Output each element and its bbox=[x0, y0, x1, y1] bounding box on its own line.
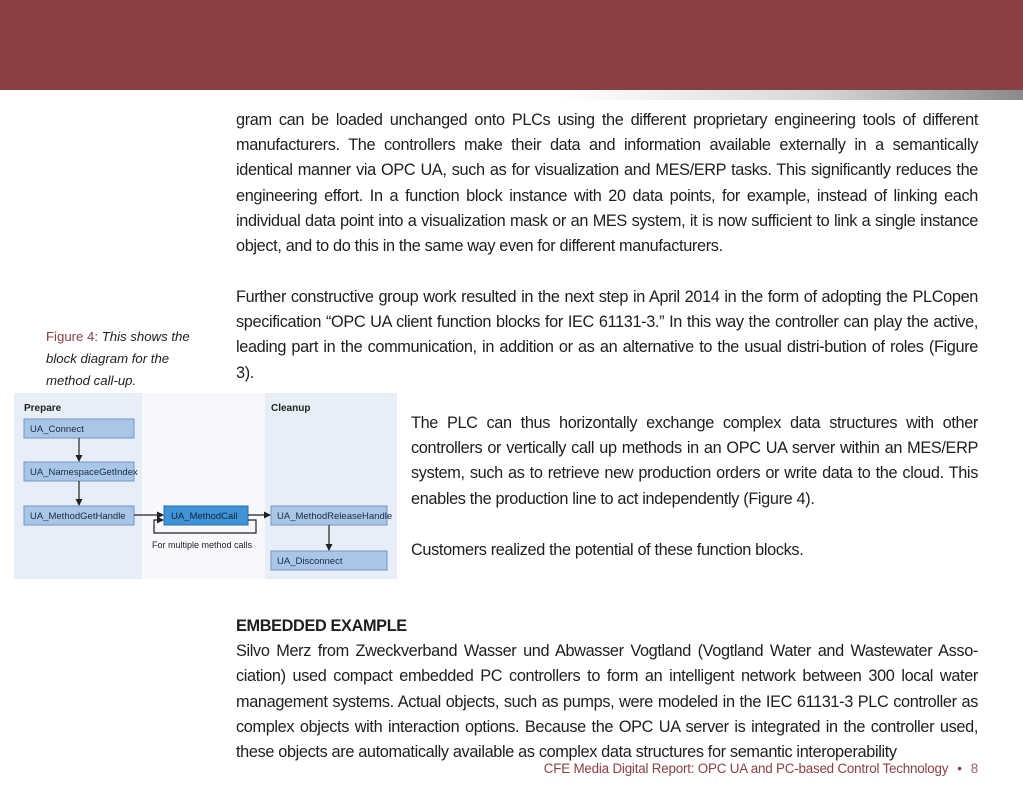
block-ua-method-call-label: UA_MethodCall bbox=[171, 511, 238, 522]
embedded-example-section bbox=[236, 614, 978, 765]
figure-caption-label: Figure 4: bbox=[46, 329, 99, 344]
body-paragraph-4: Customers realized the potential of these function blocks. bbox=[411, 541, 804, 559]
block-ua-disconnect-label: UA_Disconnect bbox=[277, 556, 343, 567]
body-paragraph-2: Further constructive group work resulted in the next step in April 2014 in the form of adopting the PLCopen specification “OPC UA client function blocks for IEC 61131-3.” In this way the controller can play the active, leading part in the communication, in addition or as an alternative to the usual distri-bution of roles (Figure 3). bbox=[236, 288, 978, 382]
body-paragraph-1: gram can be loaded unchanged onto PLCs using the different proprietary engineering tools of different manufacturers. The controllers make their data and information available externally in a semantically identical manner via OPC UA, such as for visualization and MES/ERP tasks. This significantly reduces the engineering effort. In a function block instance with 20 data points, for example, instead of linking each individual data point into a visualization mask or an MES system, it is now sufficient to link a single instance object, and to do this in the same way even for different manufacturers. bbox=[236, 111, 978, 256]
figure-caption-text: This shows the block diagram for the method call-up. bbox=[46, 329, 190, 388]
section-text: Silvo Merz from Zweckverband Wasser und Abwasser Vogtland (Vogtland Water and Wastewater Asso-ciation) used compact embedded PC controllers to form an intelligent network between 300 local water management systems. Actual objects, such as pumps, were modeled in the IEC 61131-3 PLC controller as complex objects with interaction options. Because the OPC UA server is integrated in the controller used, these objects are automatically available as complex data structures for semantic interoperability bbox=[236, 642, 978, 762]
block-ua-method-release-handle-label: UA_MethodReleaseHandle bbox=[277, 511, 393, 522]
header-shadow-rule bbox=[560, 90, 1023, 100]
section-heading: EMBEDDED EXAMPLE bbox=[236, 617, 407, 635]
block-ua-namespace-get-index-label: UA_NamespaceGetIndex bbox=[30, 467, 138, 478]
footer-report-title: CFE Media Digital Report: OPC UA and PC-based Control Technology bbox=[543, 761, 949, 776]
footer bbox=[544, 761, 978, 776]
prepare-title: Prepare bbox=[24, 403, 62, 414]
header-band bbox=[0, 0, 1023, 90]
method-call-block-diagram bbox=[14, 393, 397, 579]
loop-note: For multiple method calls bbox=[152, 540, 253, 550]
block-ua-method-get-handle-label: UA_MethodGetHandle bbox=[30, 511, 126, 522]
footer-separator: • bbox=[957, 761, 962, 776]
body-paragraph-3: The PLC can thus horizontally exchange complex data structures with other controllers or vertically call up methods in an OPC UA server within an MES/ERP system, such as to retrieve new production orders or write data to the cloud. This enables the production line to act independently (Figure 4). bbox=[411, 414, 978, 508]
cleanup-title: Cleanup bbox=[271, 403, 311, 414]
page-number: 8 bbox=[970, 761, 978, 776]
block-ua-connect-label: UA_Connect bbox=[30, 424, 84, 435]
figure-caption bbox=[46, 326, 216, 392]
